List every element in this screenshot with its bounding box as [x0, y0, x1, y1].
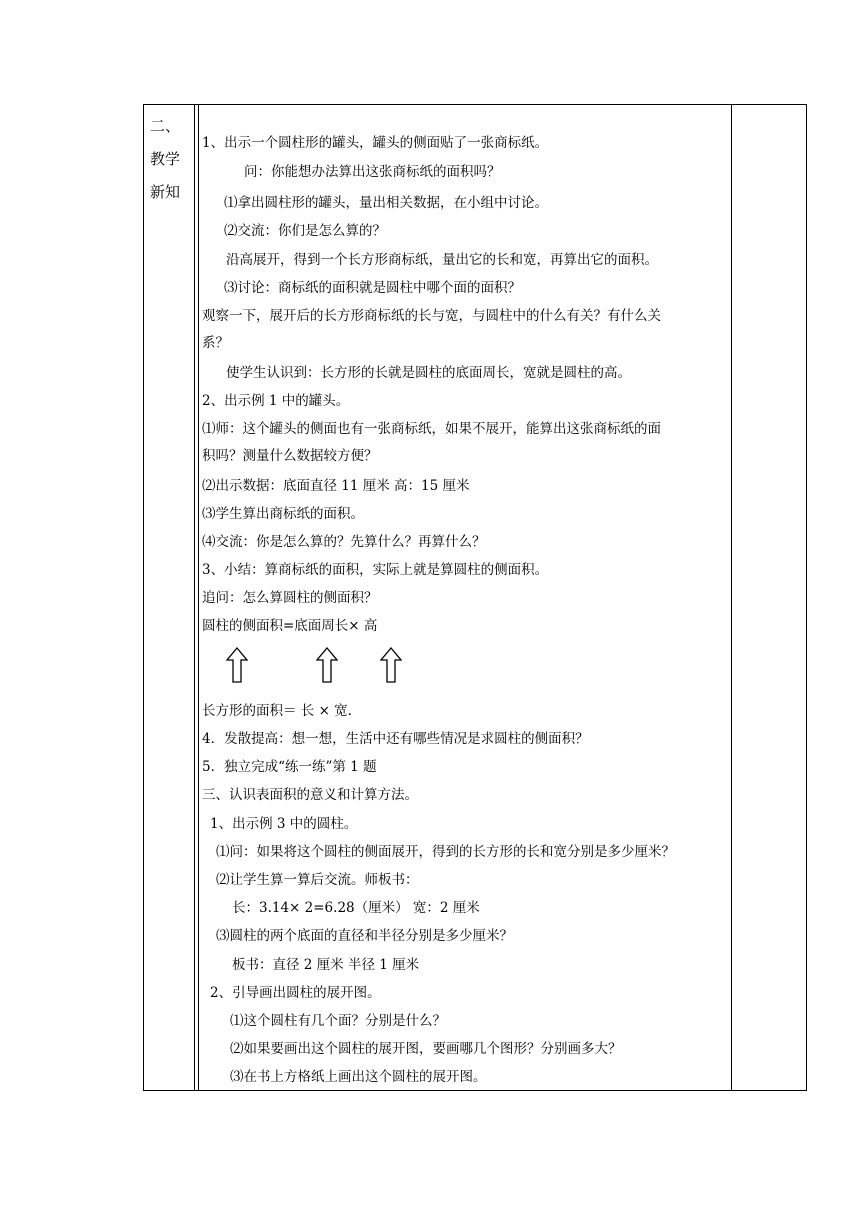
column-divider — [194, 105, 195, 1090]
text-line: ⑶在书上方格纸上画出这个圆柱的展开图。 — [230, 1069, 487, 1085]
up-arrow-icon — [316, 647, 338, 683]
text-line: 圆柱的侧面积=底面周长× 高 — [202, 618, 378, 634]
text-line: ⑴拿出圆柱形的罐头，量出相关数据，在小组中讨论。 — [224, 195, 548, 211]
text-line: 3、小结：算商标纸的面积，实际上就是算圆柱的侧面积。 — [202, 562, 549, 578]
section-label-line: 教学 — [150, 150, 181, 168]
text-line: ⑴这个圆柱有几个面？分别是什么？ — [230, 1013, 446, 1029]
text-line: 积吗？测量什么数据较方便？ — [202, 448, 378, 464]
text-line: 沿高展开，得到一个长方形商标纸，量出它的长和宽，再算出它的面积。 — [226, 252, 658, 268]
text-line: 5．独立完成“练一练”第 1 题 — [202, 759, 377, 775]
section-label — [150, 110, 194, 209]
section-label-line: 二、 — [150, 117, 181, 135]
text-line: 4．发散提高：想一想，生活中还有哪些情况是求圆柱的侧面积？ — [202, 731, 589, 747]
up-arrow-icon — [226, 647, 248, 683]
text-line: ⑷交流：你是怎么算的？先算什么？再算什么？ — [202, 534, 486, 550]
text-line: 使学生认识到：长方形的长就是圆柱的底面周长，宽就是圆柱的高。 — [226, 365, 631, 381]
text-line: 1、出示一个圆柱形的罐头，罐头的侧面贴了一张商标纸。 — [202, 135, 549, 151]
text-line: ⑵交流：你们是怎么算的？ — [224, 223, 386, 239]
text-line: 2、引导画出圆柱的展开图。 — [210, 985, 381, 1001]
text-line: 板书：直径 2 厘米 半径 1 厘米 — [232, 957, 420, 973]
text-line: ⑶讨论：商标纸的面积就是圆柱中哪个面的面积？ — [224, 280, 521, 296]
text-line: 问：你能想办法算出这张商标纸的面积吗？ — [244, 164, 501, 180]
text-line: 系？ — [202, 335, 229, 351]
text-line: ⑵如果要画出这个圆柱的展开图，要画哪几个图形？分别画多大？ — [230, 1041, 622, 1057]
column-divider — [731, 105, 732, 1090]
text-line: 观察一下，展开后的长方形商标纸的长与宽，与圆柱中的什么有关？有什么关 — [202, 308, 661, 324]
text-line: 三、认识表面积的意义和计算方法。 — [202, 787, 418, 803]
text-line: 1、出示例 3 中的圆柱。 — [210, 816, 358, 832]
text-line: 2、出示例 1 中的罐头。 — [202, 393, 350, 409]
text-line: ⑴问：如果将这个圆柱的侧面展开，得到的长方形的长和宽分别是多少厘米？ — [216, 844, 675, 860]
text-line: ⑵让学生算一算后交流。师板书： — [216, 872, 419, 888]
text-line: ⑶学生算出商标纸的面积。 — [202, 506, 364, 522]
column-divider — [198, 105, 199, 1090]
text-line: ⑵出示数据：底面直径 11 厘米 高：15 厘米 — [202, 478, 470, 494]
text-line: ⑶圆柱的两个底面的直径和半径分别是多少厘米？ — [216, 928, 513, 944]
text-line: 追问：怎么算圆柱的侧面积？ — [202, 590, 378, 606]
up-arrow-icon — [380, 647, 402, 683]
text-line: ⑴师：这个罐头的侧面也有一张商标纸，如果不展开，能算出这张商标纸的面 — [202, 421, 661, 437]
text-line: 长方形的面积＝ 长 × 宽. — [202, 703, 352, 719]
text-line: 长：3.14× 2=6.28（厘米） 宽：2 厘米 — [232, 900, 480, 916]
section-label-line: 新知 — [150, 183, 181, 201]
